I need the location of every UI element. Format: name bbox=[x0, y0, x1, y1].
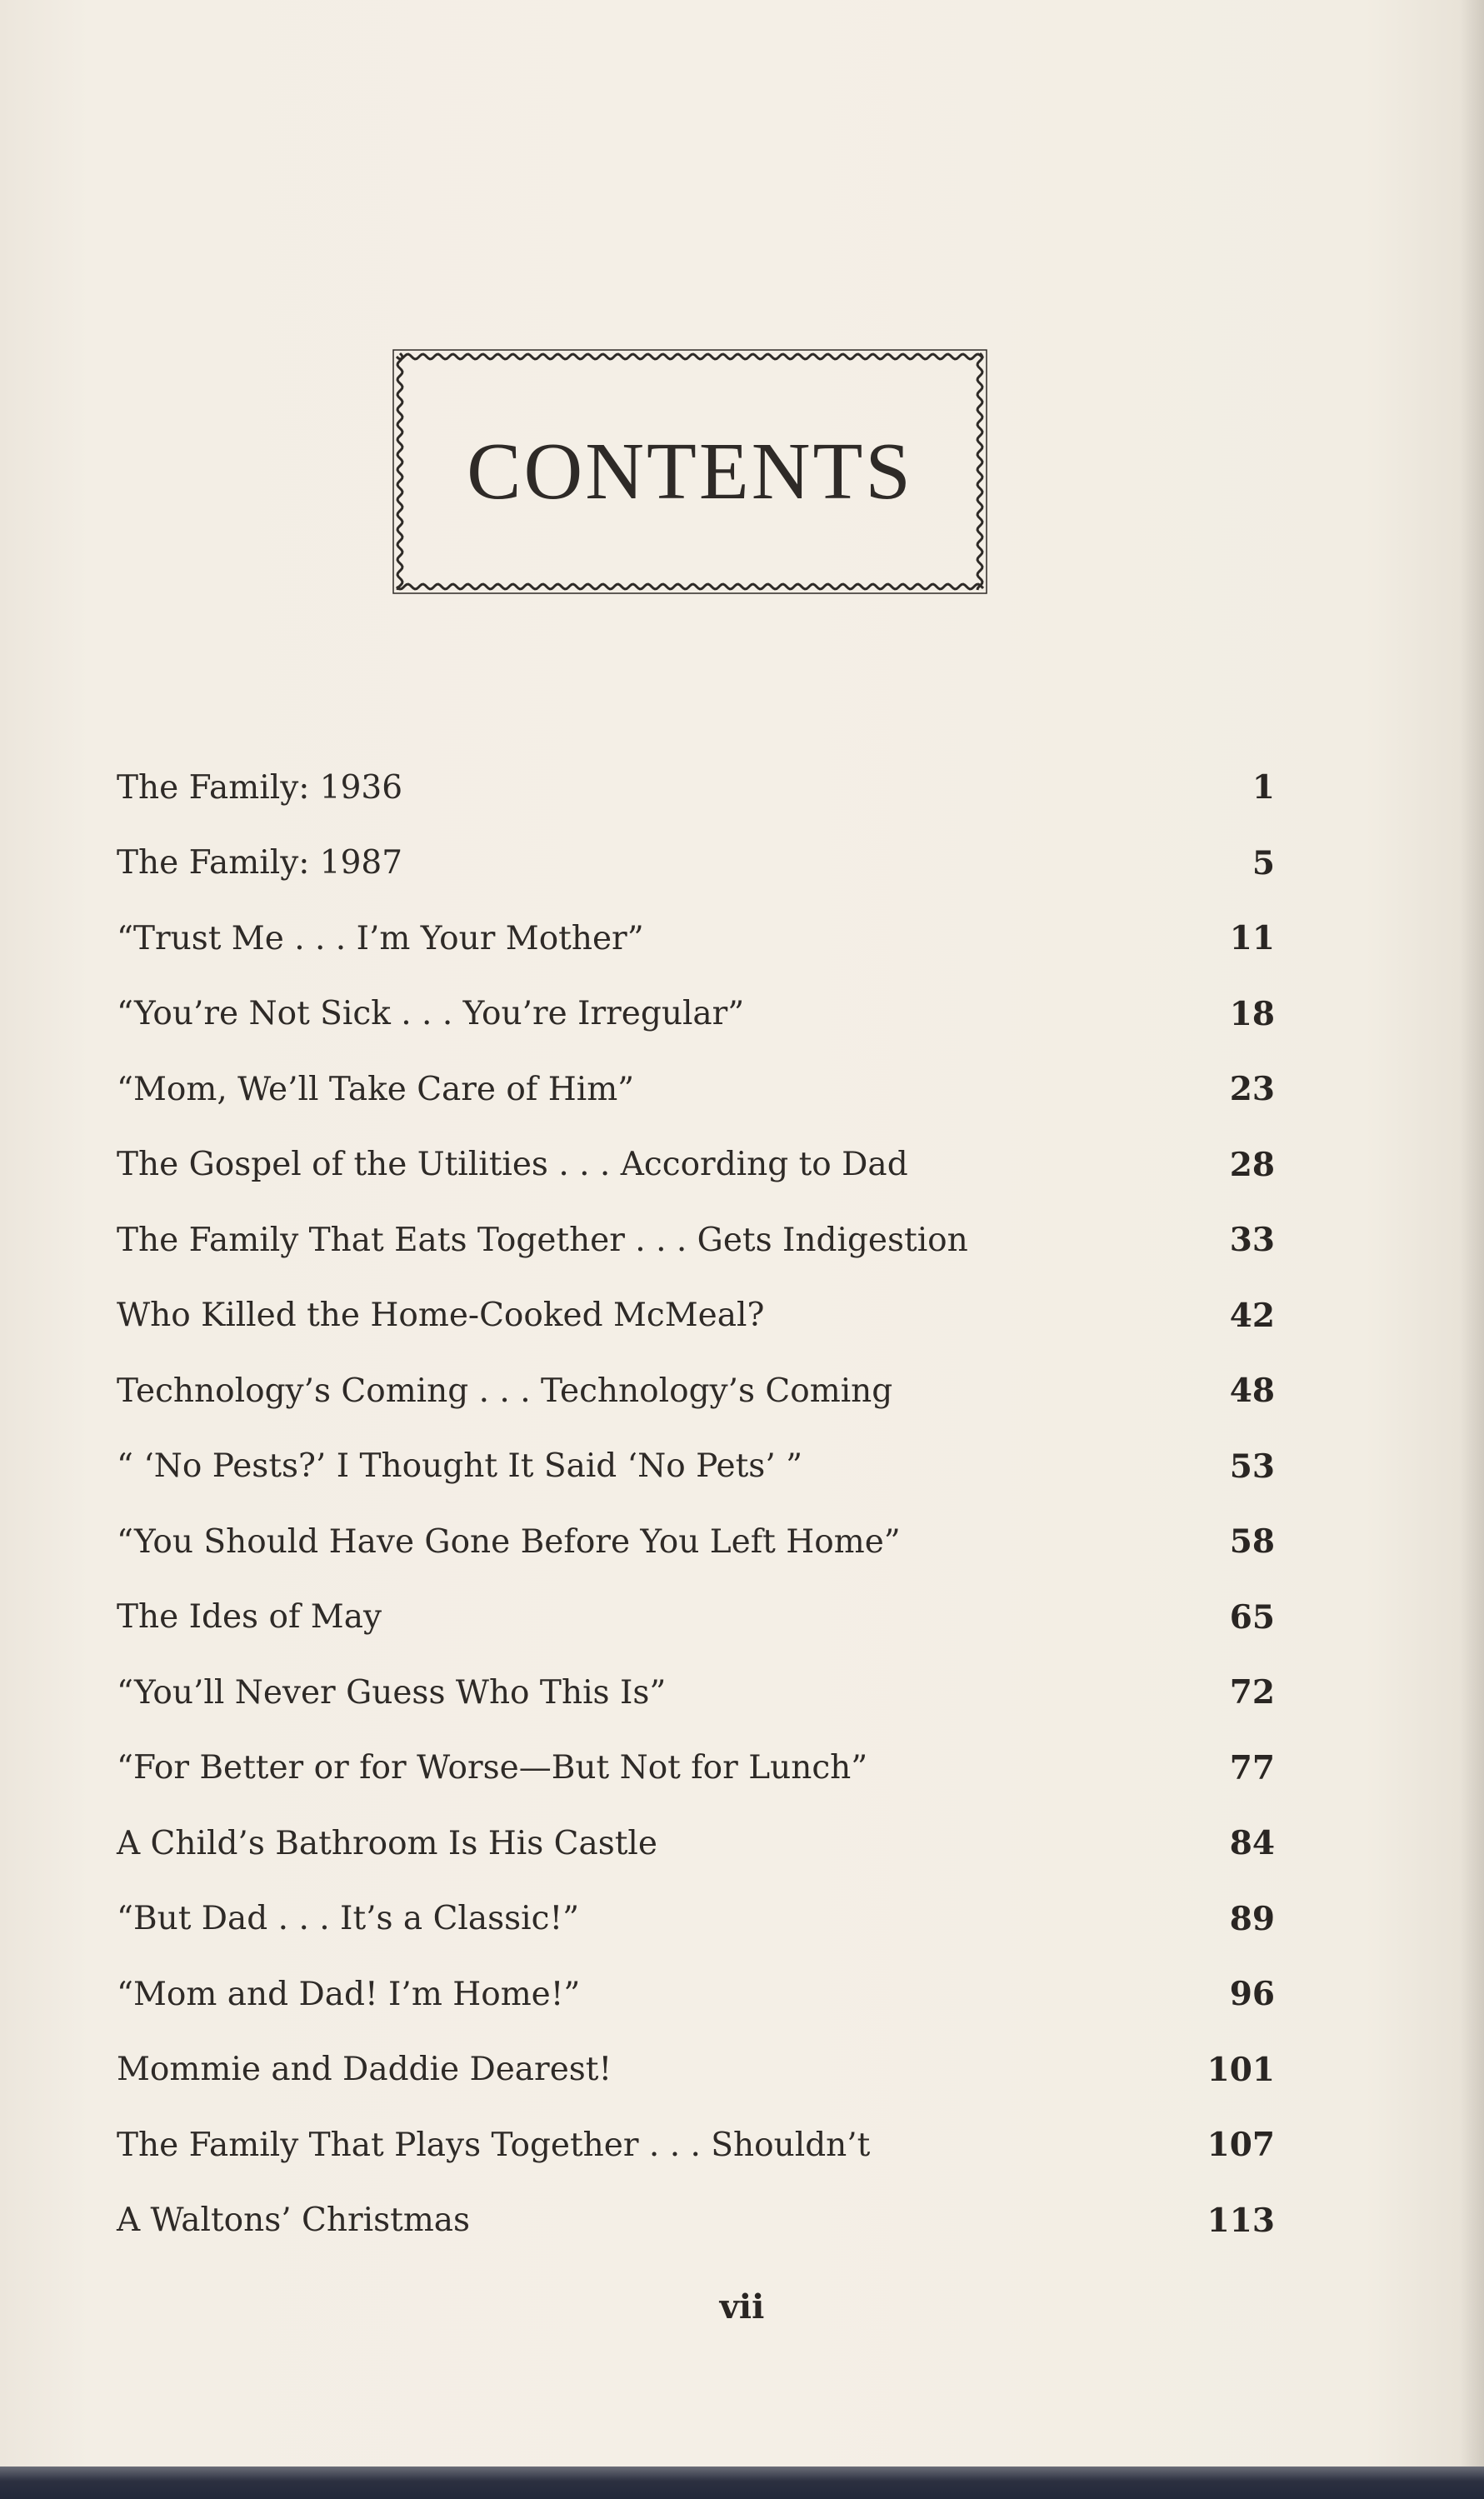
toc-entry-page: 113 bbox=[1207, 2201, 1275, 2240]
page-number-folio: vii bbox=[719, 2287, 765, 2327]
toc-entry-title: “But Dad . . . It’s a Classic!” bbox=[117, 1900, 580, 1938]
toc-entry-title: A Waltons’ Christmas bbox=[117, 2202, 471, 2240]
toc-entry-page: 48 bbox=[1229, 1372, 1275, 1411]
toc-entry bbox=[117, 1731, 1275, 1807]
contents-title-frame bbox=[388, 345, 992, 598]
toc-entry-page: 107 bbox=[1207, 2126, 1275, 2165]
page-edge-shadow bbox=[1460, 0, 1484, 2467]
toc-entry bbox=[117, 1504, 1275, 1580]
toc-entry-page: 11 bbox=[1229, 919, 1275, 958]
toc-entry bbox=[117, 826, 1275, 902]
toc-entry-title: The Family: 1936 bbox=[117, 768, 403, 807]
toc-entry-page: 5 bbox=[1252, 843, 1275, 882]
toc-entry-page: 1 bbox=[1252, 768, 1275, 807]
toc-entry-title: “ ‘No Pests?’ I Thought It Said ‘No Pets’ ” bbox=[117, 1447, 803, 1486]
toc-entry-page: 89 bbox=[1229, 1899, 1275, 1938]
background-edge bbox=[0, 2467, 1484, 2499]
table-of-contents bbox=[117, 750, 1275, 2258]
toc-entry bbox=[117, 1202, 1275, 1278]
toc-entry-title: The Family That Plays Together . . . Shouldn’t bbox=[117, 2126, 871, 2164]
toc-entry-page: 18 bbox=[1229, 994, 1275, 1033]
toc-entry bbox=[117, 750, 1275, 826]
toc-entry-page: 53 bbox=[1229, 1447, 1275, 1486]
toc-entry-title: “Mom and Dad! I’m Home!” bbox=[117, 1975, 581, 2013]
toc-entry bbox=[117, 977, 1275, 1052]
toc-entry-title: The Gospel of the Utilities . . . According to Dad bbox=[117, 1146, 908, 1184]
toc-entry-title: “You’re Not Sick . . . You’re Irregular” bbox=[117, 995, 745, 1033]
toc-entry-page: 28 bbox=[1229, 1145, 1275, 1184]
toc-entry bbox=[117, 1127, 1275, 1203]
toc-entry bbox=[117, 1580, 1275, 1656]
toc-entry bbox=[117, 1052, 1275, 1127]
toc-entry bbox=[117, 1655, 1275, 1731]
toc-entry-title: The Family That Eats Together . . . Gets Indigestion bbox=[117, 1221, 968, 1259]
toc-entry-page: 65 bbox=[1229, 1597, 1275, 1637]
toc-entry-title: “Mom, We’ll Take Care of Him” bbox=[117, 1070, 635, 1108]
toc-entry-page: 77 bbox=[1229, 1748, 1275, 1787]
toc-entry-title: The Ides of May bbox=[117, 1598, 382, 1637]
toc-entry-title: Mommie and Daddie Dearest! bbox=[117, 2051, 612, 2089]
toc-entry bbox=[117, 1957, 1275, 2032]
contents-heading: CONTENTS bbox=[467, 427, 913, 517]
toc-entry-title: The Family: 1987 bbox=[117, 844, 403, 882]
toc-entry-title: “You’ll Never Guess Who This Is” bbox=[117, 1673, 667, 1712]
toc-entry bbox=[117, 1882, 1275, 1957]
toc-entry-title: “Trust Me . . . I’m Your Mother” bbox=[117, 919, 644, 957]
toc-entry bbox=[117, 1278, 1275, 1354]
toc-entry-page: 58 bbox=[1229, 1522, 1275, 1562]
toc-entry bbox=[117, 1429, 1275, 1505]
toc-entry-title: A Child’s Bathroom Is His Castle bbox=[117, 1824, 657, 1862]
toc-entry bbox=[117, 2107, 1275, 2183]
toc-entry-title: Who Killed the Home-Cooked McMeal? bbox=[117, 1297, 765, 1335]
toc-entry bbox=[117, 1353, 1275, 1429]
toc-entry-page: 96 bbox=[1229, 1975, 1275, 2014]
toc-entry-title: Technology’s Coming . . . Technology’s Coming bbox=[117, 1372, 893, 1410]
toc-entry-title: “For Better or for Worse—But Not for Lunch” bbox=[117, 1749, 868, 1787]
toc-entry bbox=[117, 1806, 1275, 1882]
toc-entry bbox=[117, 901, 1275, 977]
toc-entry-title: “You Should Have Gone Before You Left Home” bbox=[117, 1522, 901, 1561]
toc-entry-page: 33 bbox=[1229, 1221, 1275, 1260]
toc-entry-page: 84 bbox=[1229, 1824, 1275, 1863]
toc-entry bbox=[117, 2032, 1275, 2108]
toc-entry-page: 42 bbox=[1229, 1296, 1275, 1335]
toc-entry-page: 23 bbox=[1229, 1070, 1275, 1109]
toc-entry bbox=[117, 2183, 1275, 2259]
toc-entry-page: 72 bbox=[1229, 1673, 1275, 1712]
toc-entry-page: 101 bbox=[1207, 2050, 1275, 2089]
